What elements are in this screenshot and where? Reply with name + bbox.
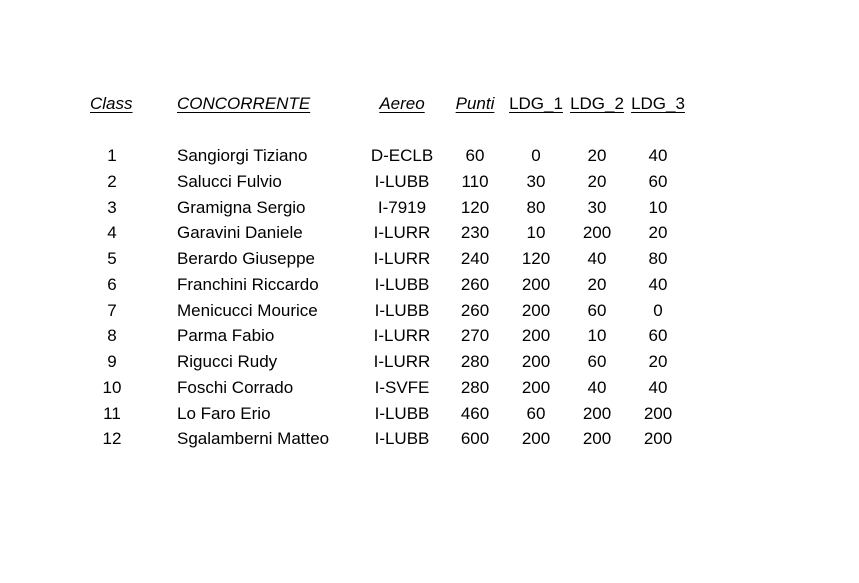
- cell-ldg1: 200: [521, 326, 551, 345]
- cell-aereo: I-LURR: [373, 223, 431, 242]
- cell-class: 9: [107, 352, 117, 371]
- cell-aereo: D-ECLB: [370, 146, 434, 165]
- cell-ldg1: 120: [521, 249, 551, 268]
- cell-ldg1: 0: [531, 146, 541, 165]
- table-row: [0, 427, 859, 451]
- cell-ldg3: 40: [648, 378, 668, 397]
- cell-ldg3: 0: [653, 301, 663, 320]
- cell-punti: 110: [461, 172, 489, 191]
- cell-ldg2: 20: [587, 172, 607, 191]
- cell-punti: 280: [460, 352, 490, 371]
- cell-punti: 120: [460, 198, 490, 217]
- cell-class: 3: [107, 198, 117, 217]
- cell-name: Garavini Daniele: [177, 223, 303, 242]
- header-ldg2: LDG_2: [570, 94, 624, 113]
- cell-name: Berardo Giuseppe: [177, 249, 315, 268]
- cell-aereo: I-LUBB: [374, 275, 430, 294]
- table-row: [0, 170, 859, 194]
- cell-name: Menicucci Mourice: [177, 301, 318, 320]
- cell-punti: 230: [460, 223, 490, 242]
- table-row: [0, 196, 859, 220]
- header-ldg3: LDG_3: [631, 94, 685, 113]
- table-row: [0, 247, 859, 271]
- cell-ldg3: 20: [648, 352, 668, 371]
- cell-ldg3: 20: [648, 223, 668, 242]
- cell-aereo: I-SVFE: [374, 378, 430, 397]
- cell-class: 12: [102, 429, 122, 448]
- cell-ldg1: 30: [526, 172, 546, 191]
- cell-aereo: I-LUBB: [374, 429, 430, 448]
- cell-name: Salucci Fulvio: [177, 172, 282, 191]
- cell-aereo: I-LURR: [373, 326, 431, 345]
- cell-aereo: I-7919: [377, 198, 427, 217]
- cell-ldg2: 200: [582, 429, 612, 448]
- cell-ldg3: 60: [648, 326, 668, 345]
- cell-ldg2: 30: [587, 198, 607, 217]
- cell-ldg2: 60: [587, 352, 607, 371]
- cell-name: Lo Faro Erio: [177, 404, 271, 423]
- header-ldg1: LDG_1: [509, 94, 563, 113]
- cell-name: Franchini Riccardo: [177, 275, 319, 294]
- cell-ldg2: 40: [587, 249, 607, 268]
- cell-aereo: I-LUBB: [374, 172, 430, 191]
- cell-class: 6: [107, 275, 117, 294]
- cell-ldg2: 10: [587, 326, 607, 345]
- cell-ldg1: 200: [521, 275, 551, 294]
- header-class: Class: [90, 94, 133, 113]
- table-row: [0, 324, 859, 348]
- cell-ldg3: 60: [648, 172, 668, 191]
- cell-name: Sangiorgi Tiziano: [177, 146, 308, 165]
- cell-class: 5: [107, 249, 117, 268]
- header-aereo: Aereo: [379, 94, 425, 113]
- cell-aereo: I-LURR: [373, 352, 431, 371]
- cell-name: Sgalamberni Matteo: [177, 429, 330, 448]
- cell-class: 10: [102, 378, 122, 397]
- cell-class: 4: [107, 223, 117, 242]
- header-concorrente: CONCORRENTE: [177, 94, 311, 113]
- cell-ldg2: 200: [582, 404, 612, 423]
- cell-ldg1: 80: [526, 198, 546, 217]
- cell-aereo: I-LUBB: [374, 404, 430, 423]
- cell-punti: 280: [460, 378, 490, 397]
- cell-ldg1: 200: [521, 352, 551, 371]
- cell-name: Gramigna Sergio: [177, 198, 306, 217]
- cell-ldg3: 40: [648, 146, 668, 165]
- cell-class: 11: [103, 404, 121, 423]
- cell-aereo: I-LURR: [373, 249, 431, 268]
- cell-punti: 270: [460, 326, 490, 345]
- header-row: [0, 92, 859, 116]
- cell-name: Foschi Corrado: [177, 378, 294, 397]
- cell-name: Rigucci Rudy: [177, 352, 278, 371]
- cell-ldg2: 20: [587, 146, 607, 165]
- cell-ldg3: 200: [643, 404, 673, 423]
- cell-name: Parma Fabio: [177, 326, 275, 345]
- cell-punti: 240: [460, 249, 490, 268]
- table-row: [0, 299, 859, 323]
- cell-punti: 260: [460, 275, 490, 294]
- cell-class: 1: [107, 146, 117, 165]
- cell-ldg2: 40: [587, 378, 607, 397]
- cell-class: 7: [107, 301, 117, 320]
- cell-ldg3: 40: [648, 275, 668, 294]
- header-punti: Punti: [455, 94, 495, 113]
- cell-aereo: I-LUBB: [374, 301, 430, 320]
- cell-punti: 260: [460, 301, 490, 320]
- cell-class: 8: [107, 326, 117, 345]
- cell-ldg2: 60: [587, 301, 607, 320]
- cell-class: 2: [107, 172, 117, 191]
- cell-punti: 60: [465, 146, 485, 165]
- table-row: [0, 350, 859, 374]
- cell-punti: 460: [460, 404, 490, 423]
- cell-ldg1: 200: [521, 429, 551, 448]
- table-row: [0, 273, 859, 297]
- cell-ldg1: 60: [526, 404, 546, 423]
- cell-punti: 600: [460, 429, 490, 448]
- table-row: [0, 221, 859, 245]
- cell-ldg1: 10: [526, 223, 546, 242]
- table-row: [0, 402, 859, 426]
- cell-ldg1: 200: [521, 378, 551, 397]
- cell-ldg2: 20: [587, 275, 607, 294]
- cell-ldg1: 200: [521, 301, 551, 320]
- cell-ldg3: 10: [648, 198, 668, 217]
- table-row: [0, 376, 859, 400]
- cell-ldg2: 200: [582, 223, 612, 242]
- cell-ldg3: 80: [648, 249, 668, 268]
- table-row: [0, 144, 859, 168]
- cell-ldg3: 200: [643, 429, 673, 448]
